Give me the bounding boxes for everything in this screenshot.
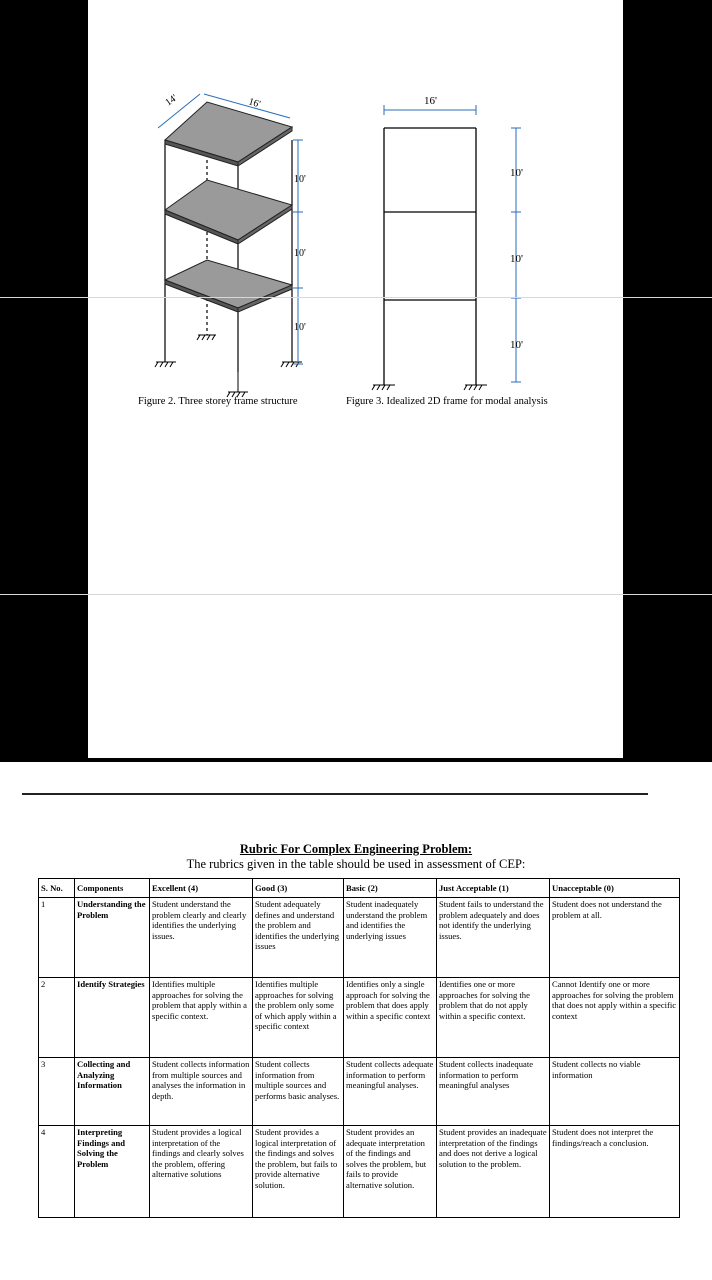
divider bbox=[0, 297, 712, 298]
table-row bbox=[39, 978, 680, 1058]
column-header: Just Acceptable (1) bbox=[437, 879, 550, 898]
figure-page bbox=[88, 0, 623, 758]
table-row bbox=[39, 898, 680, 978]
rubric-title: Rubric For Complex Engineering Problem: bbox=[239, 842, 473, 856]
dim-width-label: 16' bbox=[424, 95, 437, 107]
criteria-cell: Student provides a logical interpretation of the findings and clearly solves the problem, offering alternative solutions bbox=[150, 1126, 253, 1218]
rubric-table bbox=[38, 878, 680, 1218]
criteria-cell: Student collects inadequate information to perform meaningful analyses bbox=[437, 1058, 550, 1126]
column-header: Excellent (4) bbox=[150, 879, 253, 898]
column-header: Basic (2) bbox=[344, 879, 437, 898]
column-header: Unacceptable (0) bbox=[550, 879, 680, 898]
column-header: S. No. bbox=[39, 879, 75, 898]
sno-cell: 2 bbox=[39, 978, 75, 1058]
component-cell: Interpreting Findings and Solving the Problem bbox=[75, 1126, 150, 1218]
table-row bbox=[39, 1126, 680, 1218]
component-cell: Collecting and Analyzing Information bbox=[75, 1058, 150, 1126]
criteria-cell: Student does not understand the problem at all. bbox=[550, 898, 680, 978]
fixed-support bbox=[372, 385, 487, 390]
criteria-cell: Identifies multiple approaches for solving the problem that apply within a specific context. bbox=[150, 978, 253, 1058]
dim-width-label: 16' bbox=[247, 96, 262, 111]
column-header: Good (3) bbox=[253, 879, 344, 898]
divider bbox=[0, 594, 712, 595]
sno-cell: 4 bbox=[39, 1126, 75, 1218]
dim-story2-label: 10' bbox=[294, 248, 306, 259]
criteria-cell: Cannot Identify one or more approaches for solving the problem that does not apply within a specific context bbox=[550, 978, 680, 1058]
sno-cell: 1 bbox=[39, 898, 75, 978]
dim-story3-label: 10' bbox=[510, 167, 523, 179]
dim-story3-label: 10' bbox=[294, 174, 306, 185]
criteria-cell: Identifies only a single approach for solving the problem that does apply within a specific context bbox=[344, 978, 437, 1058]
criteria-cell: Identifies one or more approaches for solving the problem that do not apply within a specific context. bbox=[437, 978, 550, 1058]
criteria-cell: Student does not interpret the findings/reach a conclusion. bbox=[550, 1126, 680, 1218]
criteria-cell: Student inadequately understand the problem and identifies the underlying issues bbox=[344, 898, 437, 978]
criteria-cell: Student collects adequate information to perform meaningful analyses. bbox=[344, 1058, 437, 1126]
criteria-cell: Student provides a logical interpretation of the findings and solves the problem, but fails to provide alternative solution. bbox=[253, 1126, 344, 1218]
criteria-cell: Identifies multiple approaches for solving the problem only some of which apply within a specific context bbox=[253, 978, 344, 1058]
component-cell: Identify Strategies bbox=[75, 978, 150, 1058]
table-row bbox=[39, 1058, 680, 1126]
sno-cell: 3 bbox=[39, 1058, 75, 1126]
rubric-subtitle: The rubrics given in the table should be used in assessment of CEP: bbox=[186, 857, 526, 871]
component-cell: Understanding the Problem bbox=[75, 898, 150, 978]
dim-depth-label: 14' bbox=[163, 92, 180, 109]
criteria-cell: Student understand the problem clearly and clearly identifies the underlying issues. bbox=[150, 898, 253, 978]
criteria-cell: Student collects no viable information bbox=[550, 1058, 680, 1126]
table-header-row bbox=[39, 879, 680, 898]
criteria-cell: Student adequately defines and understand the problem and identifies the underlying issues bbox=[253, 898, 344, 978]
dim-story1-label: 10' bbox=[294, 322, 306, 333]
column-header: Components bbox=[75, 879, 150, 898]
divider bbox=[22, 793, 648, 795]
criteria-cell: Student collects information from multiple sources and performs basic analyses. bbox=[253, 1058, 344, 1126]
idealized-2d-frame-figure bbox=[88, 0, 623, 400]
criteria-cell: Student provides an adequate interpretation of the findings and solves the problem, but fails to provide alternative solution. bbox=[344, 1126, 437, 1218]
dim-story2-label: 10' bbox=[510, 253, 523, 265]
figure2-caption: Figure 2. Three storey frame structure bbox=[138, 396, 298, 407]
criteria-cell: Student collects information from multiple sources and analyses the information in depth. bbox=[150, 1058, 253, 1126]
criteria-cell: Student fails to understand the problem adequately and does not identify the underlying issues. bbox=[437, 898, 550, 978]
figure3-caption: Figure 3. Idealized 2D frame for modal analysis bbox=[346, 396, 548, 407]
dim-story1-label: 10' bbox=[510, 339, 523, 351]
criteria-cell: Student provides an inadequate interpretation of the findings and does not derive a logical solution to the problem. bbox=[437, 1126, 550, 1218]
